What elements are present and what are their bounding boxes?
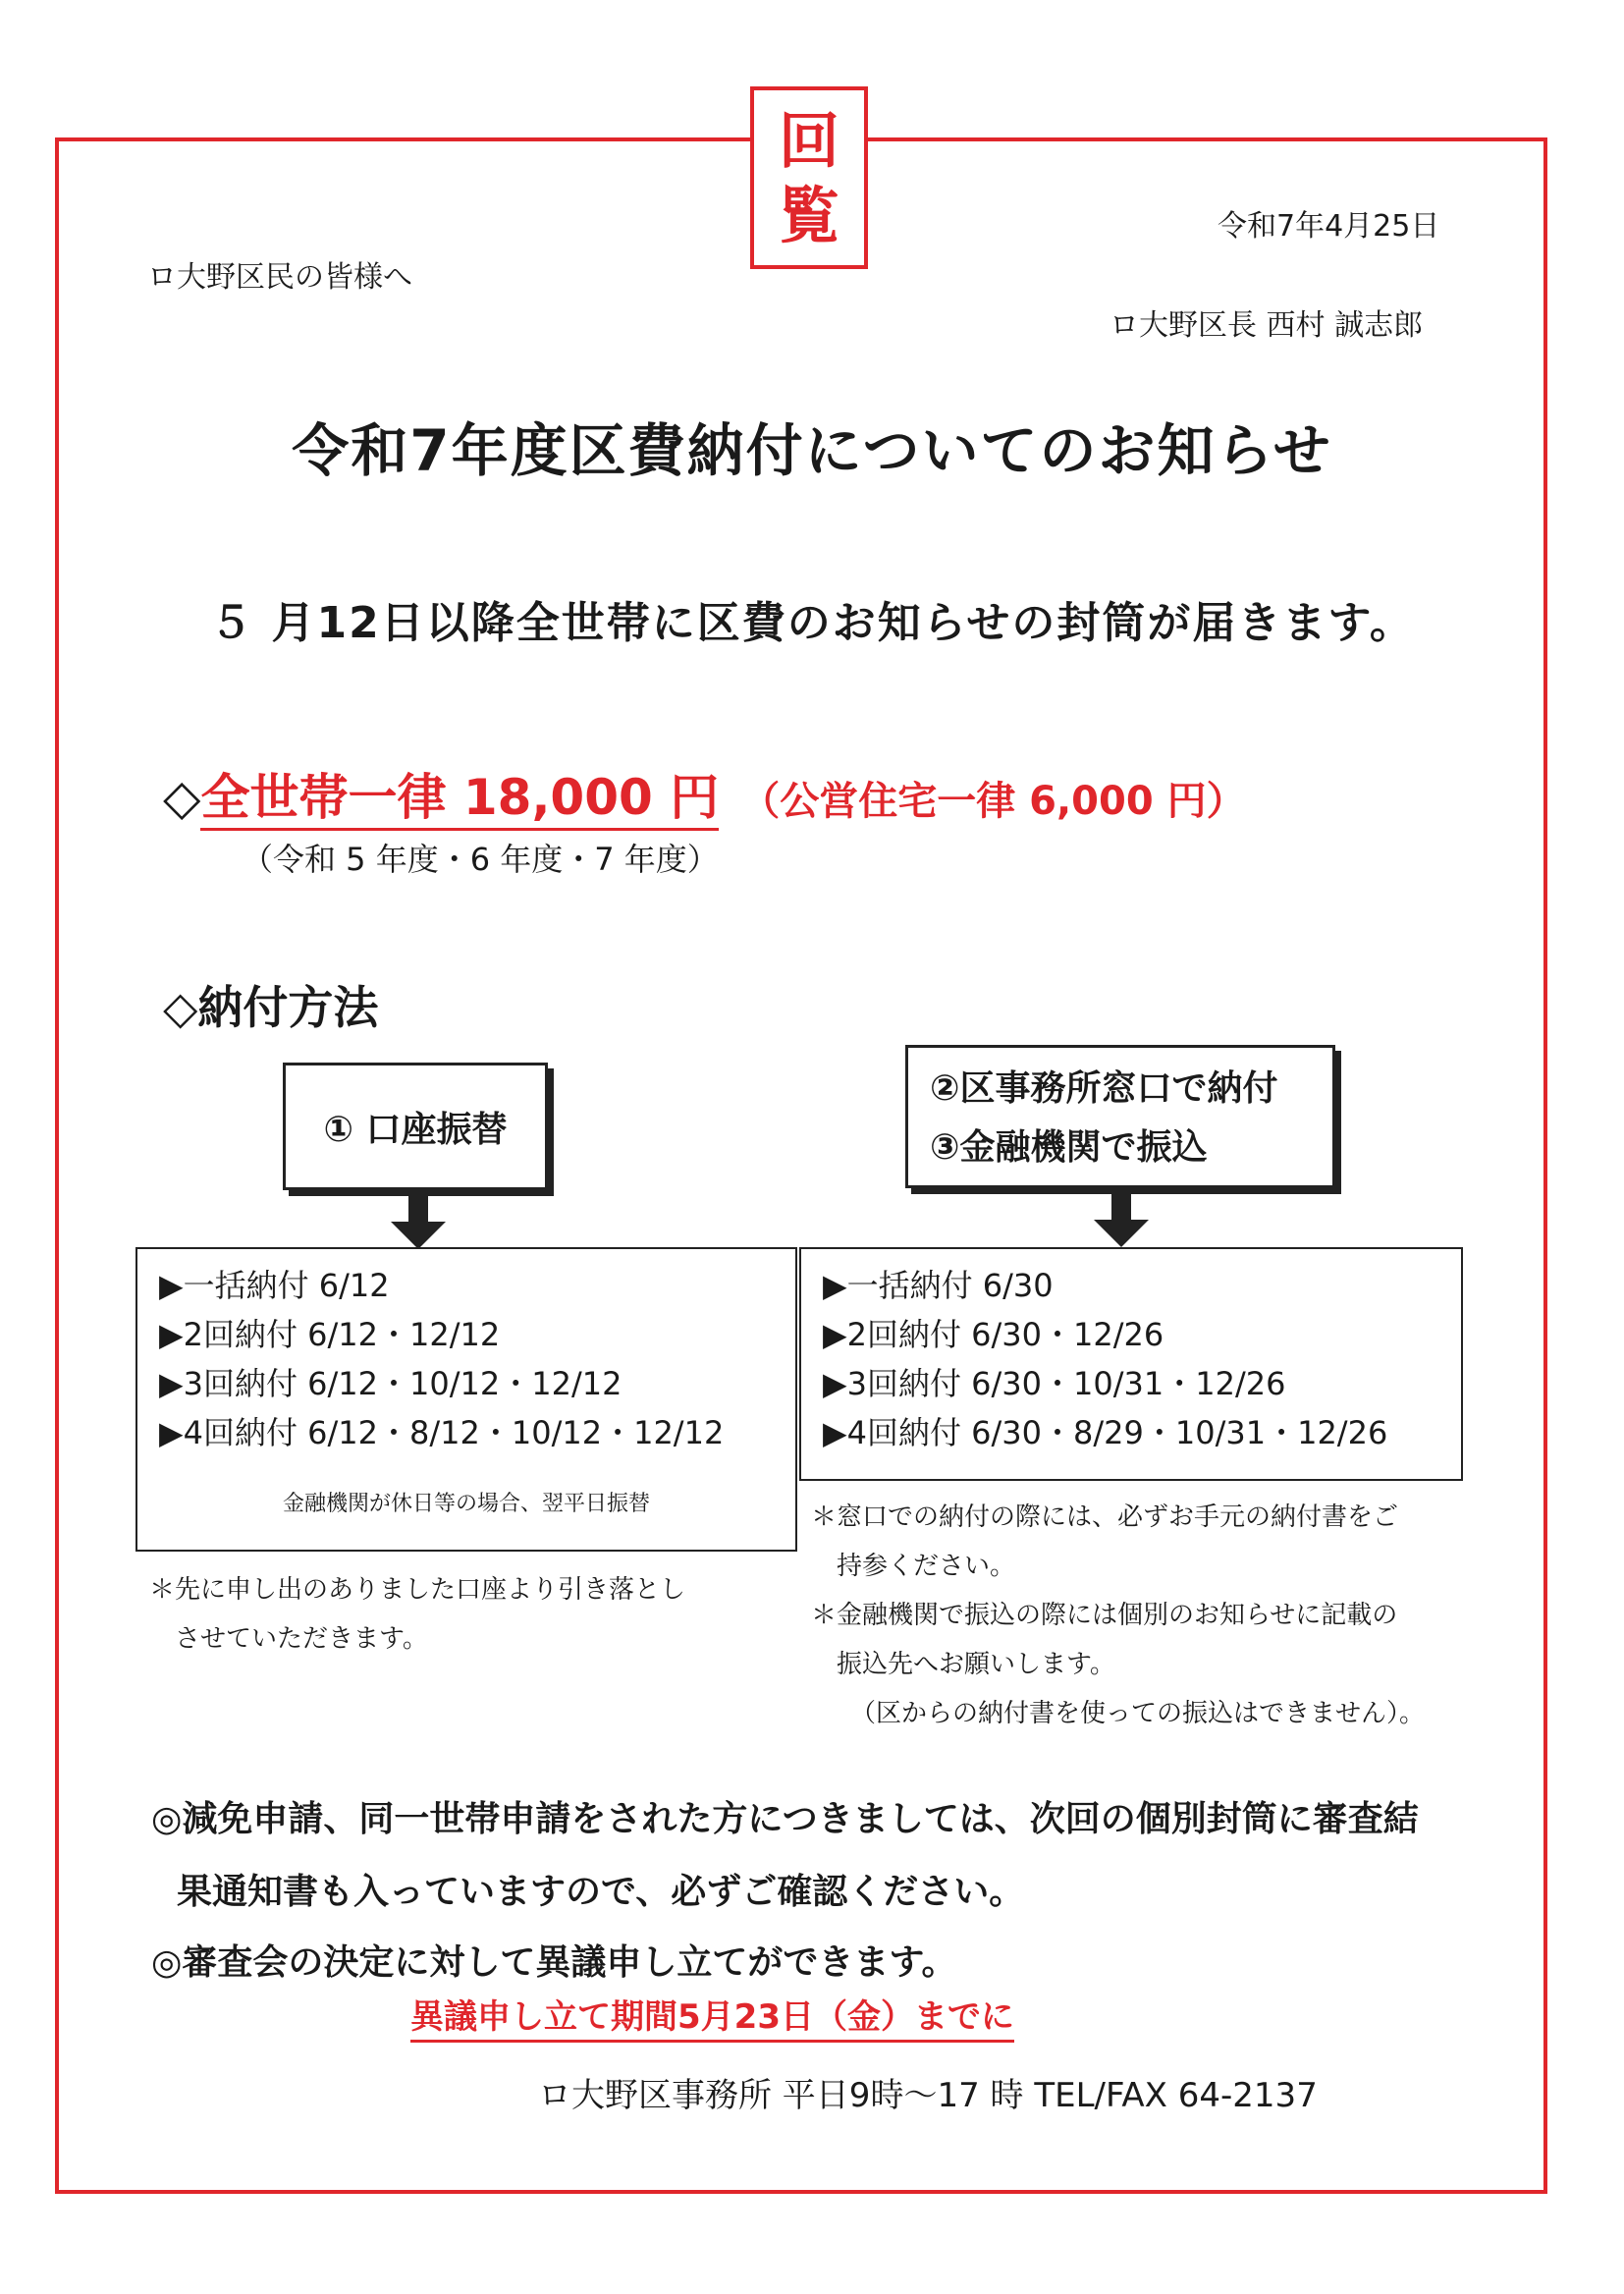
- notice-line: 果通知書も入っていますので、必ずご確認ください。: [177, 1872, 1025, 1912]
- methods-heading: ◇納付方法: [163, 981, 379, 1034]
- fee-years: （令和 5 年度・6 年度・7 年度）: [242, 841, 719, 878]
- method1-label-box: [283, 1063, 548, 1190]
- note-line: ＊先に申し出のありました口座より引き落とし: [149, 1575, 686, 1605]
- method2-label-line1: ②区事務所窓口で納付: [930, 1068, 1278, 1109]
- addressee: ロ大野区民の皆様へ: [147, 260, 412, 295]
- diamond-icon: ◇: [163, 769, 201, 826]
- schedule-row: ▶4回納付 6/30・8/29・10/31・12/26: [823, 1414, 1388, 1451]
- schedule-row: ▶一括納付 6/30: [823, 1267, 1054, 1304]
- exemption-notice: [151, 1783, 1419, 1929]
- method2-label-line2: ③金融機関で振込: [930, 1127, 1208, 1168]
- fee-amount: [163, 758, 1246, 829]
- issue-date: 令和7年4月25日: [1218, 209, 1440, 244]
- method2-notes: [811, 1493, 1425, 1738]
- page-title: 令和7年度区費納付についてのお知らせ: [292, 417, 1332, 484]
- stamp-char-2: 覧: [778, 180, 839, 251]
- subtitle: ５ 月12日以降全世帯に区費のお知らせの封筒が届きます。: [209, 598, 1415, 648]
- stamp-char-1: 回: [778, 105, 839, 177]
- schedule-row: ▶3回納付 6/12・10/12・12/12: [159, 1365, 623, 1402]
- note-line: ＊金融機関で振込の際には個別のお知らせに記載の: [811, 1601, 1398, 1630]
- schedule-row: ▶4回納付 6/12・8/12・10/12・12/12: [159, 1414, 725, 1451]
- down-arrow-icon: [391, 1192, 446, 1249]
- schedule-row: ▶2回納付 6/12・12/12: [159, 1316, 501, 1353]
- note-line: 持参ください。: [837, 1552, 1016, 1581]
- appeal-deadline: 異議申し立て期間5月23日（金）までに: [410, 1990, 1014, 2043]
- note-line: ＊窓口での納付の際には、必ずお手元の納付書をご: [811, 1502, 1399, 1532]
- method1-schedule: [135, 1247, 797, 1552]
- notice-line: ◎減免申請、同一世帯申請をされた方につきましては、次回の個別封筒に審査結: [151, 1799, 1419, 1839]
- method2-schedule: [799, 1247, 1463, 1481]
- sender: ロ大野区長 西村 誠志郎: [1110, 308, 1424, 343]
- holiday-note: 金融機関が休日等の場合、翌平日振替: [282, 1492, 650, 1516]
- schedule-row: ▶2回納付 6/30・12/26: [823, 1316, 1164, 1353]
- appeal-notice: ◎審査会の決定に対して異議申し立てができます。: [151, 1942, 957, 1983]
- note-line: 振込先へお願いします。: [837, 1650, 1115, 1679]
- note-line: （区からの納付書を使っての振込はできません）。: [850, 1699, 1426, 1728]
- fee-main: 全世帯一律 18,000 円: [200, 769, 719, 831]
- note-line: させていただきます。: [175, 1624, 428, 1654]
- method1-label: ① 口座振替: [323, 1109, 508, 1150]
- method2-label-box: [905, 1045, 1335, 1188]
- schedule-row: ▶3回納付 6/30・10/31・12/26: [823, 1365, 1286, 1402]
- schedule-row: ▶一括納付 6/12: [159, 1267, 390, 1304]
- down-arrow-icon: [1094, 1190, 1149, 1247]
- circulation-stamp: [750, 86, 868, 269]
- method1-notes: [149, 1565, 685, 1664]
- fee-note: （公営住宅一律 6,000 円）: [740, 779, 1246, 824]
- office-contact: ロ大野区事務所 平日9時～17 時 TEL/FAX 64-2137: [538, 2076, 1318, 2115]
